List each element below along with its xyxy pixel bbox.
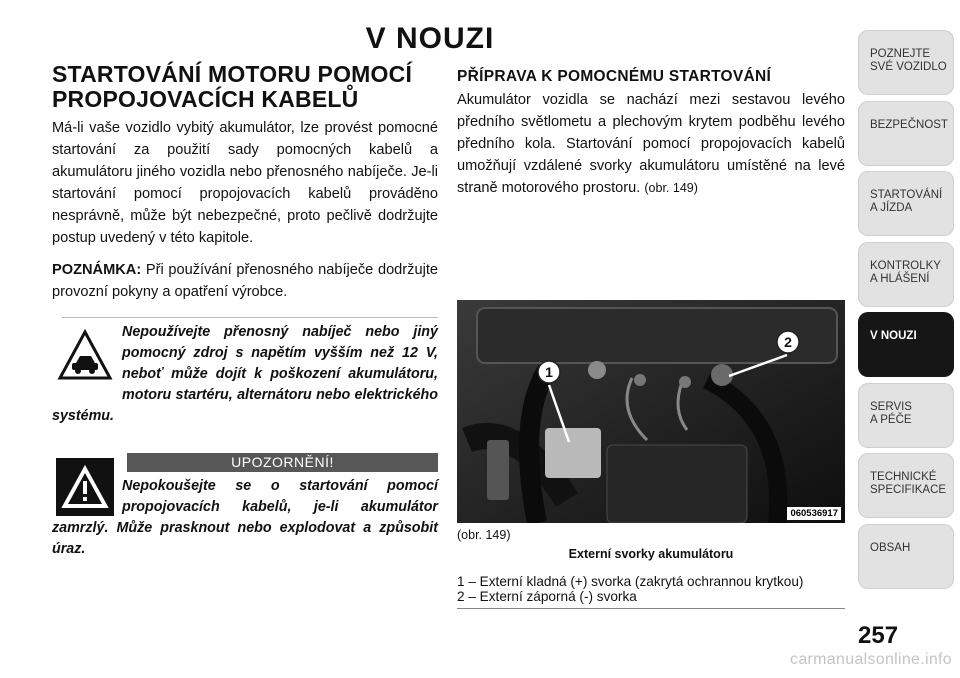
photo-code: 060536917 xyxy=(787,507,841,520)
page-number: 257 xyxy=(858,622,899,649)
figure-legend xyxy=(457,574,845,604)
warning-text: Nepoužívejte přenosný nabíječ nebo jiný pomocný zdroj s napětím vyšším než 12 V, neboť může dojít k poškození akumulátoru, motoru startéru, alternátoru nebo elektrického systému. xyxy=(52,324,438,424)
warning-triangle-car-icon xyxy=(56,326,114,384)
figure-caption: Externí svorky akumulátoru xyxy=(568,547,734,561)
right-column xyxy=(457,62,845,199)
left-column xyxy=(52,62,438,560)
tab-v-nouzi[interactable]: V NOUZI xyxy=(858,312,954,377)
tab-technicke[interactable]: TECHNICKÉ SPECIFIKACE xyxy=(858,453,954,518)
note-paragraph xyxy=(52,259,438,303)
figure-reference: (obr. 149) xyxy=(644,181,698,195)
tab-startovani[interactable]: STARTOVÁNÍ A JÍZDA xyxy=(858,171,954,236)
heading-line-1: STARTOVÁNÍ MOTORU POMOCÍ xyxy=(52,61,413,87)
tab-servis[interactable]: SERVIS A PÉČE xyxy=(858,383,954,448)
note-text: Při používání přenosného nabíječe dodržujte provozní pokyny a opatření výrobce. xyxy=(52,262,438,300)
battery-terminals-photo xyxy=(457,300,845,523)
tab-kontrolky[interactable]: KONTROLKY A HLÁŠENÍ xyxy=(858,242,954,307)
photo-marker-1: 1 xyxy=(545,364,553,380)
photo-marker-2: 2 xyxy=(784,334,792,350)
legend-item-1: 1 – Externí kladná (+) svorka (zakrytá ochrannou krytkou) xyxy=(457,574,804,589)
legend-item-2: 2 – Externí záporná (-) svorka xyxy=(457,589,637,604)
caution-text: Nepokoušejte se o startování pomocí propojovacích kabelů, je-li akumulátor zamrzlý. Může prasknout nebo explodovat a způsobit úraz. xyxy=(52,478,438,557)
figure-label: (obr. 149) xyxy=(457,528,511,542)
chapter-tabs xyxy=(858,30,954,594)
preparation-paragraph xyxy=(457,89,845,199)
warning-box xyxy=(52,317,438,427)
intro-paragraph: Má-li vaše vozidlo vybitý akumulátor, lze provést pomocné startování za použití sady pomocných kabelů a akumulátoru jiného vozidla nebo přenosného nabíječe. Je-li startování pomocí propojovacích kabelů prováděno nesprávně, může být nebezpečné, proto pečlivě dodržujte postup uvedený v této kapitole. xyxy=(52,120,438,246)
caution-title: UPOZORNĚNÍ! xyxy=(127,453,438,472)
watermark: carmanualsonline.info xyxy=(790,651,952,668)
caution-box xyxy=(52,453,438,560)
section-heading-preparation: PŘÍPRAVA K POMOCNÉMU STARTOVÁNÍ xyxy=(457,68,772,85)
note-label: POZNÁMKA: xyxy=(52,262,142,278)
heading-line-2: PROPOJOVACÍCH KABELŮ xyxy=(52,86,359,112)
tab-poznejte[interactable]: POZNEJTE SVÉ VOZIDLO xyxy=(858,30,954,95)
preparation-text: Akumulátor vozidla se nachází mezi sestavou levého předního světlometu a plechovým krytem podběhu levého předního kola. Startování pomocí propojovacích kabelů umožňují vzdálené svorky akumulátoru umístěné na levé straně motorového prostoru. xyxy=(457,92,845,196)
caution-exclamation-icon xyxy=(56,458,114,516)
tab-bezpecnost[interactable]: BEZPEČNOST xyxy=(858,101,954,166)
legend-divider xyxy=(457,608,845,609)
page-title: V NOUZI xyxy=(365,22,495,55)
section-heading-jump-start xyxy=(52,62,438,112)
tab-obsah[interactable]: OBSAH xyxy=(858,524,954,589)
